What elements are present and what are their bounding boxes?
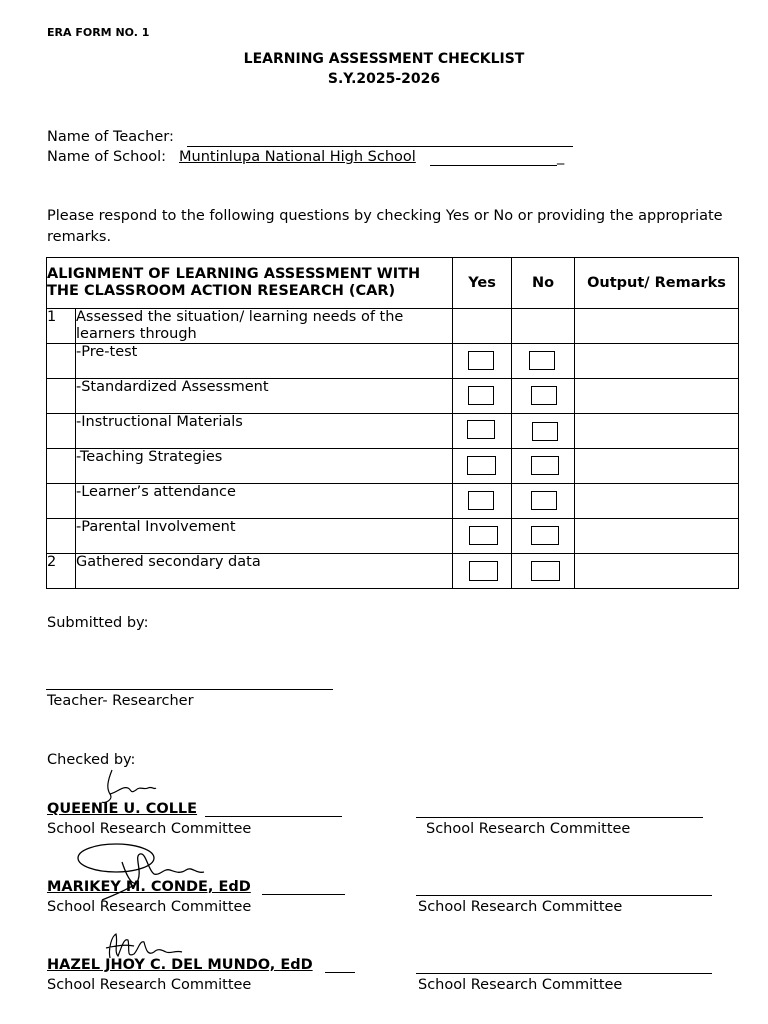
- no-cell: [512, 344, 575, 379]
- yes-checkbox[interactable]: [468, 386, 494, 405]
- yes-cell: [453, 379, 512, 414]
- remarks-cell[interactable]: [575, 414, 739, 449]
- row-number: [47, 519, 76, 554]
- teacher-signature-line: [46, 689, 333, 690]
- signatory-3-line: [325, 972, 355, 973]
- row-number: 2: [47, 554, 76, 589]
- checklist-table: [46, 257, 739, 589]
- yes-cell: [453, 484, 512, 519]
- table-row: [47, 554, 739, 589]
- row-number: [47, 449, 76, 484]
- signatory-2-right-line: [416, 895, 712, 896]
- instructions: Please respond to the following questions by checking Yes or No or providing the appropriate remarks.: [47, 208, 723, 245]
- header-yes: Yes: [453, 258, 512, 309]
- no-cell: [512, 379, 575, 414]
- submitted-by-label: Submitted by:: [47, 615, 149, 631]
- header-remarks: Output/ Remarks: [575, 258, 739, 309]
- table-row: [47, 344, 739, 379]
- teacher-researcher-role: Teacher- Researcher: [47, 693, 194, 709]
- table-header-row: [47, 258, 739, 309]
- yes-checkbox[interactable]: [468, 491, 494, 510]
- no-cell: [512, 484, 575, 519]
- row-text: -Parental Involvement: [76, 519, 453, 554]
- signatory-3-role: School Research Committee: [47, 977, 252, 993]
- yes-checkbox[interactable]: [469, 561, 498, 581]
- remarks-cell[interactable]: [575, 309, 739, 344]
- no-cell: [512, 519, 575, 554]
- table-row: [47, 449, 739, 484]
- signatory-1-right-line: [416, 817, 703, 818]
- remarks-cell[interactable]: [575, 484, 739, 519]
- no-cell: [512, 449, 575, 484]
- yes-cell: [453, 449, 512, 484]
- page-title: LEARNING ASSESSMENT CHECKLIST: [243, 51, 525, 67]
- no-cell: [512, 309, 575, 344]
- row-text: -Pre-test: [76, 344, 453, 379]
- school-name-line: [430, 165, 557, 166]
- yes-cell: [453, 519, 512, 554]
- remarks-cell[interactable]: [575, 519, 739, 554]
- remarks-cell[interactable]: [575, 379, 739, 414]
- row-text: -Instructional Materials: [76, 414, 453, 449]
- signatory-1-line: [205, 816, 342, 817]
- no-checkbox[interactable]: [531, 526, 559, 545]
- yes-cell: [453, 554, 512, 589]
- row-text: -Teaching Strategies: [76, 449, 453, 484]
- school-label: Name of School:: [47, 149, 166, 165]
- row-number: [47, 484, 76, 519]
- signatory-1-role: School Research Committee: [47, 821, 252, 837]
- no-checkbox[interactable]: [532, 422, 558, 441]
- school-year: S.Y.2025-2026: [327, 71, 441, 87]
- signatory-3-right-role: School Research Committee: [418, 977, 623, 993]
- header-alignment: ALIGNMENT OF LEARNING ASSESSMENT WITH THE CLASSROOM ACTION RESEARCH (CAR): [47, 258, 453, 309]
- signatory-1-right-role: School Research Committee: [426, 821, 631, 837]
- signatory-2-name: MARIKEY M. CONDE, EdD: [47, 879, 251, 895]
- no-checkbox[interactable]: [531, 456, 559, 475]
- row-text: Assessed the situation/ learning needs of the learners through: [76, 309, 453, 344]
- teacher-name-line: [187, 146, 573, 147]
- row-number: [47, 414, 76, 449]
- no-checkbox[interactable]: [529, 351, 555, 370]
- signatory-2-right-role: School Research Committee: [418, 899, 623, 915]
- no-checkbox[interactable]: [531, 491, 557, 510]
- yes-cell: [453, 414, 512, 449]
- row-number: [47, 379, 76, 414]
- table-row: [47, 414, 739, 449]
- yes-cell: [453, 309, 512, 344]
- remarks-cell[interactable]: [575, 449, 739, 484]
- no-checkbox[interactable]: [531, 561, 560, 581]
- table-row: [47, 309, 739, 344]
- table-row: [47, 484, 739, 519]
- signatory-3-name: HAZEL JHOY C. DEL MUNDO, EdD: [47, 957, 313, 973]
- row-number: 1: [47, 309, 76, 344]
- header-no: No: [512, 258, 575, 309]
- no-checkbox[interactable]: [531, 386, 557, 405]
- remarks-cell[interactable]: [575, 554, 739, 589]
- signatory-3-right-line: [416, 973, 712, 974]
- remarks-cell[interactable]: [575, 344, 739, 379]
- school-name-value: Muntinlupa National High School: [179, 149, 416, 165]
- signatory-2-role: School Research Committee: [47, 899, 252, 915]
- signatory-1-name: QUEENIE U. COLLE: [47, 801, 198, 817]
- no-cell: [512, 414, 575, 449]
- table-row: [47, 519, 739, 554]
- row-number: [47, 344, 76, 379]
- school-name-suffix: _: [557, 149, 565, 165]
- table-row: [47, 379, 739, 414]
- signatory-2-line: [262, 894, 345, 895]
- checked-by-label: Checked by:: [47, 752, 136, 768]
- yes-checkbox[interactable]: [467, 420, 495, 439]
- yes-checkbox[interactable]: [469, 526, 498, 545]
- yes-cell: [453, 344, 512, 379]
- teacher-label: Name of Teacher:: [47, 129, 174, 145]
- row-text: Gathered secondary data: [76, 554, 453, 589]
- no-cell: [512, 554, 575, 589]
- yes-checkbox[interactable]: [468, 351, 494, 370]
- form-number: ERA FORM NO. 1: [47, 26, 150, 39]
- yes-checkbox[interactable]: [467, 456, 496, 475]
- row-text: -Learner’s attendance: [76, 484, 453, 519]
- row-text: -Standardized Assessment: [76, 379, 453, 414]
